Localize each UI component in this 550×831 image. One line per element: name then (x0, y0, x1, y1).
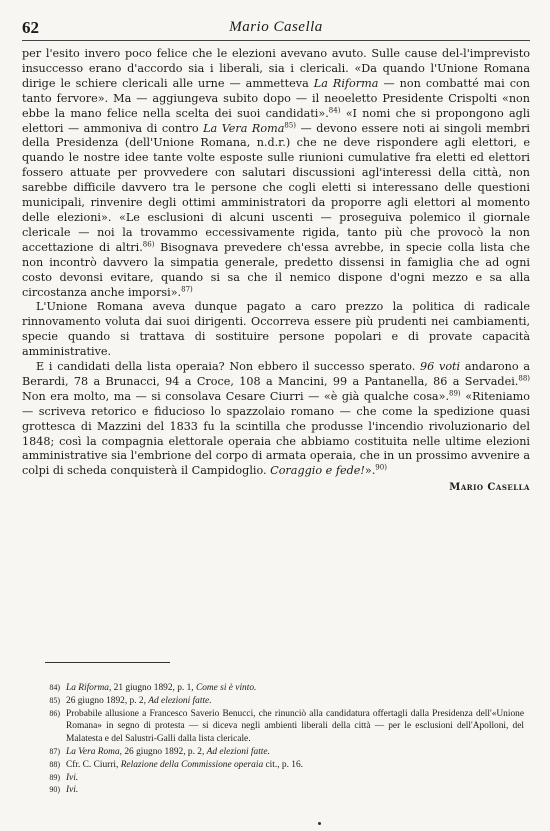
text-run: 96 voti (420, 360, 461, 374)
footnote-number: 87) (49, 746, 60, 756)
text-run: La Riforma (313, 76, 379, 90)
footnote-ref: 86) (142, 240, 155, 249)
paragraph (22, 47, 530, 300)
text-run: Non era molto, ma — si consolava Cesare Ciurri — «è già qualche cosa». (22, 389, 450, 403)
footnote (34, 746, 524, 759)
footnote-number: 89) (49, 772, 60, 782)
footnote-ref: 90) (375, 463, 387, 472)
footnotes (34, 682, 524, 797)
text-run: Cfr. C. Ciurri, (66, 759, 121, 770)
text-run: La Vera Roma (203, 121, 285, 135)
footnote-text (66, 746, 524, 759)
text-run: Come si è vinto. (195, 683, 257, 693)
footnote (34, 695, 524, 708)
page-number: 62 (22, 18, 39, 37)
footnote-number: 90) (49, 785, 60, 795)
footnote-text (66, 682, 524, 695)
footnote-text (66, 708, 524, 746)
text-run: Relazione della Commissione operaia (120, 759, 264, 770)
paragraph (22, 300, 530, 360)
footnote-ref: 88) (518, 374, 530, 383)
body-text (22, 47, 530, 496)
text-run: , 26 giugno 1892, p. 2, (119, 746, 207, 757)
text-run: ». (364, 464, 376, 478)
footnote (34, 708, 524, 746)
text-run: Ivi. (66, 772, 79, 783)
footnote-number: 85) (49, 695, 60, 705)
footnote (34, 682, 524, 695)
footnote-number: 88) (49, 759, 60, 769)
footnote-ref: 87) (181, 284, 193, 293)
paragraph (22, 360, 530, 479)
text-run: «Riteniamo — scriveva retorico e fiducioso lo spazzolaio romano — che come la spedizione quasi grottesca di Mazzini del 1833 fu la scintilla che produsse l'incendio rivoluzionario del 1848; così la compagnia elettorale operaia che abbiamo costituita nelle ultime elezioni amministrative sia l'embrione del corpo di armata operaia, che in un prossimo avvenire a colpi di scheda conquisterà il Campidoglio. (22, 389, 530, 478)
footnote-number: 86) (49, 708, 60, 718)
text-run: Probabile allusione a Francesco Saverio Benucci, che rinunciò alla candidatura offertagli dalla Presidenza dell'«Unione Romana» in segno di protesta — si diceva negli ambienti liberali della città — per le esclusioni dell'Apolloni, del Malatesta e del Salustri-Galli dalla lista clericale. (66, 708, 524, 745)
text-run: «I nomi che si propongono agli elettori — ammoniva di contro (22, 106, 531, 135)
author-signature: Mario Casella (449, 482, 530, 494)
text-run: 26 giugno 1892, p. 2, (66, 695, 149, 706)
footnote-ref: 85) (284, 120, 297, 129)
footnote-text (66, 695, 524, 708)
footnote (34, 759, 524, 772)
text-run: , 21 giugno 1892, p. 1, (108, 683, 196, 693)
running-header (22, 18, 530, 41)
text-run: L'Unione Romana aveva dunque pagato a caro prezzo la politica di radicale rinnovamento voluta dai suoi dirigenti. Occorreva essere più prudenti nei cambiamenti, specie quando si trattava di sostituire persone popolari e di provate capacità amministrative. (22, 300, 530, 359)
text-run: La Vera Roma (66, 746, 120, 757)
text-run: Ad elezioni fatte. (206, 746, 270, 757)
footnote-text (66, 759, 524, 772)
footnote-text (66, 772, 524, 785)
text-run: — non combatté mai con tanto fervore». Ma — aggiungeva subito dopo — il neoeletto Presidente Crispolti «non ebbe la mano felice nella scelta dei suoi candidati». (22, 76, 530, 120)
running-title: Mario Casella (229, 19, 323, 35)
footnote (34, 772, 524, 785)
footnote-text (66, 784, 524, 797)
footnote-ref: 89) (449, 389, 461, 398)
text-run: Bisognava prevedere ch'essa avrebbe, in specie colla lista che non incontrò davvero la simpatia generale, predetto dissensi in famiglia che ad ogni costo devonsi evitare, quando si sa che il nemico dispone d'ogni mezzo e sa alla circostanza anche imporsi». (22, 240, 530, 299)
footnote-ref: 84) (328, 105, 341, 114)
text-run: andarono a Berardi, 78 a Brunacci, 94 a Croce, 108 a Mancini, 99 a Pantanella, 86 a Servadei. (22, 360, 531, 388)
text-run: per l'esito invero poco felice che le elezioni avevano avuto. Sulle cause del-l'imprevisto insuccesso erano d'accordo sia i liberali, sia i clericali. «Da quando l'Unione Romana dirige le schiere clericali alle urne — ammetteva (22, 47, 530, 90)
footnote-number: 84) (49, 683, 60, 692)
text-run: cit., p. 16. (263, 759, 303, 770)
footnote (34, 784, 524, 797)
page (22, 18, 530, 496)
text-run: Ivi. (66, 785, 79, 796)
speck (318, 822, 321, 825)
text-run: La Riforma (66, 683, 109, 693)
text-run: — devono essere noti ai singoli membri della Presidenza (dell'Unione Romana, n.d.r.) che ne deve rispondere agli elettori, e quando le nostre idee tante volte esposte sulle riunioni cumulative fra eletti ed elettori fossero attuate per provvedere con salutari discussioni agl'interessi della città, non sarebbe difficile davvero tra le persone che cogli eletti si interessano delle questioni municipali, rinvenire degli ottimi amministratori da proporre agli elettori al momento delle elezioni». «Le esclusioni di alcuni uscenti — proseguiva polemico il giornale clericale — noi la trovammo eccessivamente rigida, tanto più che provocò la non accettazione di altri. (22, 121, 530, 254)
text-run: Coraggio e fede! (270, 464, 365, 478)
text-run: Ad elezioni fatte. (148, 695, 212, 706)
footnote-separator (45, 662, 170, 663)
text-run: E i candidati della lista operaia? Non ebbero il successo sperato. (36, 360, 421, 374)
